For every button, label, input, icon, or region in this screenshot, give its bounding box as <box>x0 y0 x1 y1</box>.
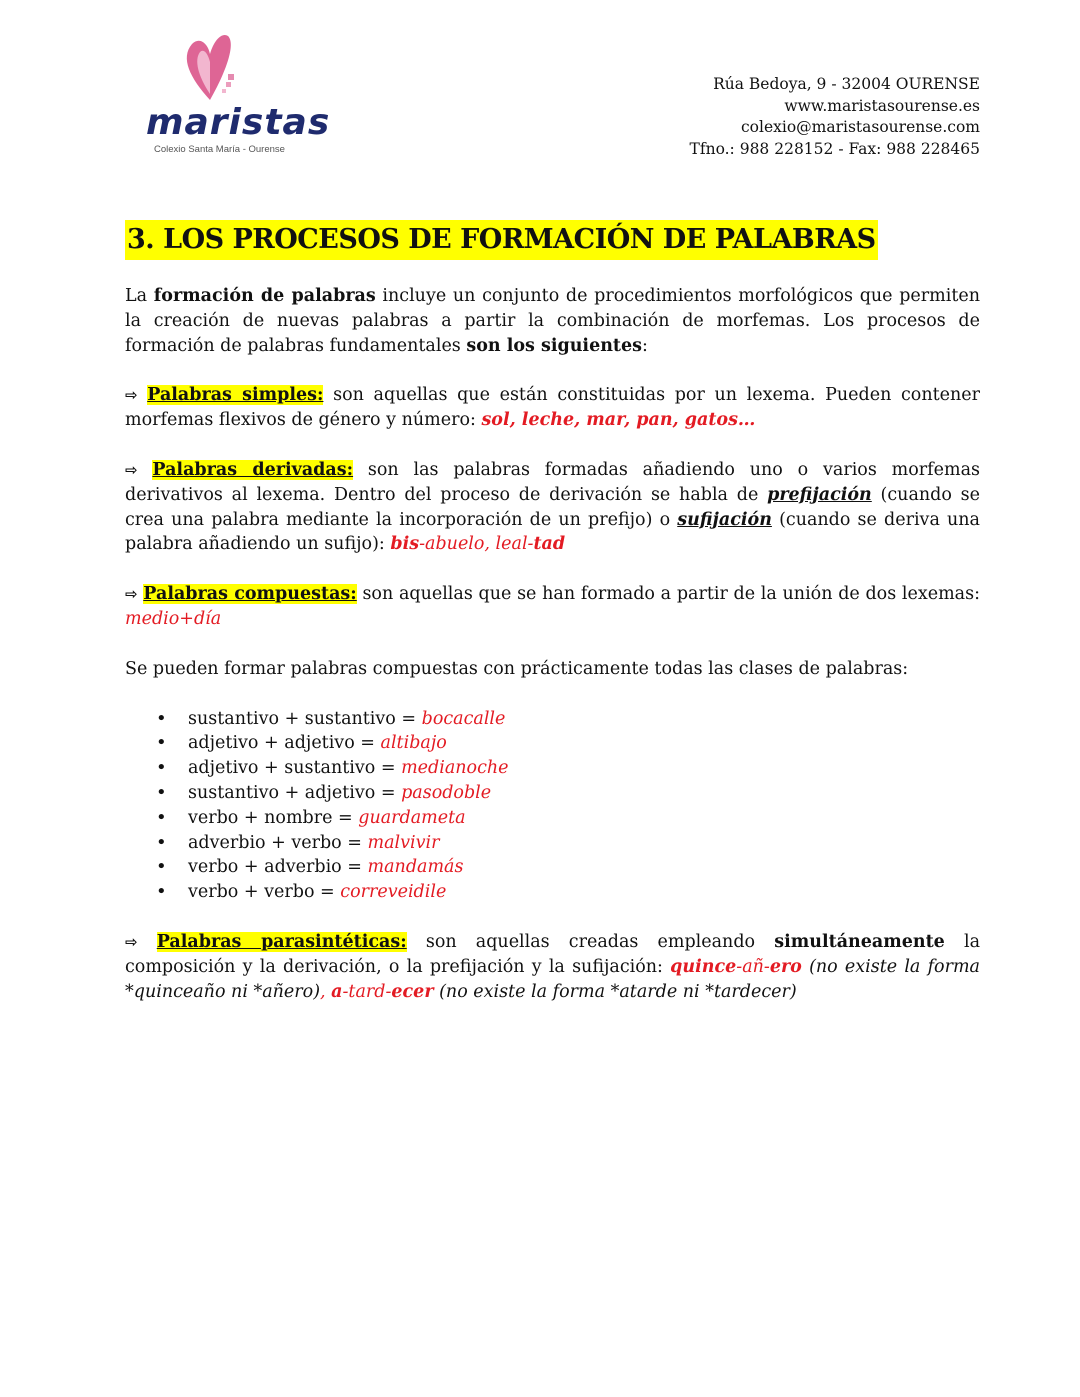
example-suffix: ero <box>769 956 802 977</box>
intro-text: incluye un conjunto de procedimientos morfológicos que permiten la creación de nuevas palabras a partir la combinación de morfemas. Los procesos de formación de palabras fundamentales <box>125 286 980 356</box>
compuestas-paragraph <box>125 582 980 632</box>
sufijacion-term: sufijación <box>677 509 772 530</box>
school-logo <box>140 24 331 160</box>
parasinteticas-text: son aquellas creadas empleando <box>406 931 775 952</box>
right-arrow-icon: ⇨ <box>125 386 138 405</box>
logo-wordmark: maristas <box>146 102 331 143</box>
example-lexemes: -abuelo, leal- <box>419 534 534 555</box>
list-item <box>125 781 980 806</box>
compuestas-example: medio+día <box>125 608 222 629</box>
section-title: 3. LOS PROCESOS DE FORMACIÓN DE PALABRAS <box>125 220 878 260</box>
school-address-block <box>690 74 980 160</box>
example: altibajo <box>380 733 447 754</box>
derivadas-text: (cuando se deriva una palabra añadiendo un sufijo): <box>125 509 980 555</box>
compuestas-term: Palabras compuestas: <box>143 584 357 605</box>
right-arrow-icon: ⇨ <box>125 460 138 479</box>
bold-term: simultáneamente <box>774 931 945 952</box>
formula: adjetivo + sustantivo = <box>188 758 402 779</box>
compound-types-list <box>125 707 980 905</box>
right-arrow-icon: ⇨ <box>125 932 138 951</box>
derivadas-paragraph <box>125 458 980 557</box>
compuestas-note: Se pueden formar palabras compuestas con prácticamente todas las clases de palabras: <box>125 658 909 679</box>
example: pasodoble <box>401 782 492 803</box>
parasinteticas-paragraph <box>125 930 980 1004</box>
example-suffix: ecer <box>391 981 434 1002</box>
formula: adverbio + verbo = <box>188 832 368 853</box>
list-item <box>125 806 980 831</box>
document-body <box>125 220 980 1004</box>
intro-paragraph <box>125 284 980 358</box>
example: bocacalle <box>421 708 506 729</box>
example-prefix: quince <box>670 956 737 977</box>
derivadas-text: (cuando se crea una palabra mediante la incorporación de un prefijo) o <box>125 484 980 530</box>
compuestas-text: son aquellas que se han formado a partir de la unión de dos lexemas: <box>356 584 980 605</box>
simples-examples: sol, leche, mar, pan, gatos… <box>481 410 756 431</box>
list-item <box>125 731 980 756</box>
intro-bold-term: formación de palabras <box>153 286 376 306</box>
example-lexeme: -tard- <box>342 981 392 1002</box>
simples-paragraph <box>125 383 980 433</box>
example-prefix: bis <box>390 534 420 555</box>
example-note: (no existe la forma *quinceaño ni *añero) <box>125 956 980 1002</box>
logo-subtitle: Colexio Santa María - Ourense <box>154 144 285 155</box>
formula: sustantivo + adjetivo = <box>188 782 402 803</box>
example-lexeme: -añ- <box>736 956 770 977</box>
derivadas-text: son las palabras formadas añadiendo uno o varios morfemas derivativos al lexema. Dentro del proceso de derivación se habla de <box>125 459 980 505</box>
formula: adjetivo + adjetivo = <box>188 733 381 754</box>
example-suffix: tad <box>533 534 566 555</box>
list-item <box>125 756 980 781</box>
simples-text: son aquellas que están constituidas por un lexema. Pueden contener morfemas flexivos de género y número: <box>125 385 980 431</box>
example-note: (no existe la forma *atarde ni *tardecer) <box>433 981 797 1002</box>
separator: , <box>320 981 332 1002</box>
example: malvivir <box>367 832 440 853</box>
simples-term: Palabras simples: <box>147 385 324 406</box>
list-item <box>125 707 980 732</box>
example: medianoche <box>401 758 509 779</box>
derivadas-term: Palabras derivadas: <box>152 459 354 480</box>
list-item <box>125 880 980 905</box>
example: mandamás <box>367 857 464 878</box>
list-item <box>125 831 980 856</box>
formula: verbo + nombre = <box>188 807 359 828</box>
list-item <box>125 855 980 880</box>
heart-logo-icon <box>170 28 250 108</box>
parasinteticas-term: Palabras parasintéticas: <box>156 931 407 952</box>
formula: verbo + adverbio = <box>188 857 368 878</box>
intro-text: La <box>125 286 154 306</box>
phone-fax: Tfno.: 988 228152 - Fax: 988 228465 <box>689 139 980 158</box>
parasinteticas-text: la composición y la derivación, o la prefijación y la sufijación: <box>125 931 981 977</box>
formula: sustantivo + sustantivo = <box>188 708 422 729</box>
prefijacion-term: prefijación <box>767 484 872 505</box>
website-link[interactable]: www.maristasourense.es <box>784 96 980 115</box>
email-link[interactable]: colexio@maristasourense.com <box>740 118 980 136</box>
example-prefix: a <box>331 981 343 1002</box>
intro-bold-phrase: son los siguientes <box>466 335 643 356</box>
example: guardameta <box>358 807 466 828</box>
formula: verbo + verbo = <box>188 882 341 903</box>
street-address: Rúa Bedoya, 9 - 32004 OURENSE <box>713 75 980 93</box>
intro-text: : <box>642 335 648 356</box>
example: correveidile <box>340 882 447 903</box>
right-arrow-icon: ⇨ <box>125 585 138 604</box>
